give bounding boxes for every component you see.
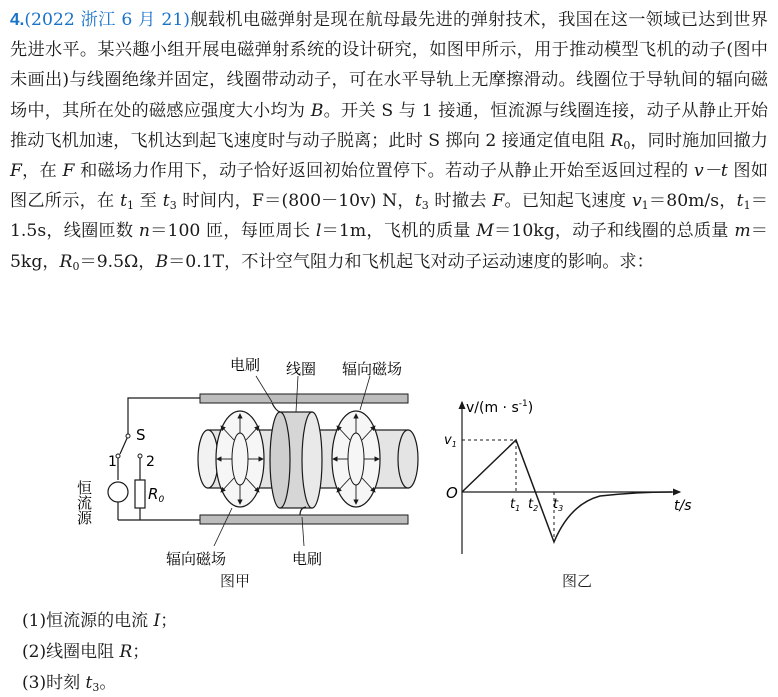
var-t1: t xyxy=(736,191,744,212)
magnet-end-left xyxy=(198,430,218,488)
leader-field-bottom xyxy=(214,508,232,546)
label-source: 恒流源 xyxy=(75,480,93,525)
text-seg: ＝9.5Ω， xyxy=(79,251,156,272)
switch-contact-2 xyxy=(138,454,142,458)
figure-a-diagram xyxy=(75,352,440,592)
t2-tick-label: $t_2$ xyxy=(528,497,539,513)
label-resistor: $R_0$ xyxy=(148,485,165,505)
coil-front xyxy=(302,412,322,508)
switch-pivot xyxy=(126,434,130,438)
current-source-symbol xyxy=(108,482,128,502)
resistor-r0 xyxy=(135,480,145,508)
text-seg: ＝1m，飞机的质量 xyxy=(321,221,477,242)
var-vt: v－t xyxy=(693,161,728,182)
figure-b-vt-graph xyxy=(440,396,710,586)
text-seg: ＝0.1T，不计空气阻力和飞机起飞对动子运动速度的影响。求： xyxy=(168,251,654,272)
var-t3: t xyxy=(162,191,170,212)
sub: 1 xyxy=(743,199,751,213)
text-seg: ，在 xyxy=(21,161,63,182)
label-field-bottom: 辐向磁场 xyxy=(166,550,227,568)
text-seg: 时撤去 xyxy=(428,191,493,212)
caption-fig-b: 图乙 xyxy=(562,572,593,590)
text-seg: 和磁场力作用下，动子恰好返回初始位置停下。若动子从静止开始至返回过程的 xyxy=(74,161,694,182)
origin-label: O xyxy=(446,484,458,502)
x-axis-label: t/s xyxy=(674,498,692,514)
text-seg: 。已知起飞速度 xyxy=(504,191,632,212)
text-seg: 时间内， xyxy=(176,191,252,212)
var-F: F xyxy=(492,191,505,212)
var-v1: v xyxy=(631,191,642,212)
caption-fig-a: 图甲 xyxy=(220,572,251,590)
leader-field-top xyxy=(360,376,370,410)
label-contact-2: 2 xyxy=(146,454,155,470)
sub: 0 xyxy=(623,138,631,152)
var-l: l xyxy=(315,221,322,242)
label-brush-bottom: 电刷 xyxy=(292,550,323,568)
text-seg: ＝100 匝，每匝周长 xyxy=(149,221,316,242)
brush-top xyxy=(272,403,280,412)
var-F: F xyxy=(62,161,75,182)
text-seg: ＝10kg，动子和线圈的总质量 xyxy=(493,221,735,242)
text-seg: 图如图乙所示，在 xyxy=(10,161,768,212)
problem-source: (2022 浙江 6 月 21) xyxy=(24,10,191,30)
var-B: B xyxy=(155,251,169,272)
problem-number: 4. xyxy=(10,9,25,29)
var-B: B xyxy=(310,100,324,121)
var-t3: t xyxy=(414,191,422,212)
switch-blade xyxy=(120,436,128,454)
label-switch: S xyxy=(136,426,146,444)
question-1: (1)恒流源的电流 I； xyxy=(22,611,178,631)
text-seg: ＝1.5s，线圈匝数 xyxy=(10,191,768,242)
var-R0: R xyxy=(610,130,624,151)
question-2: (2)线圈电阻 R； xyxy=(22,642,150,662)
var-n: n xyxy=(138,221,150,242)
y-axis-label: $v/(m \cdot s^{-1})$ xyxy=(466,399,534,416)
label-contact-1: 1 xyxy=(108,454,117,470)
t3-tick-label: $t_3$ xyxy=(553,497,564,513)
sub: 1 xyxy=(641,199,649,213)
var-F: F xyxy=(10,161,22,182)
label-brush-top: 电刷 xyxy=(230,356,261,374)
coil-back xyxy=(270,412,290,508)
text-seg: ＝5kg， xyxy=(10,221,768,272)
t1-tick-label: $t_1$ xyxy=(510,497,521,513)
var-R0: R xyxy=(59,251,73,272)
label-field-top: 辐向磁场 xyxy=(342,360,403,378)
text-seg: 舰载机电磁弹射是现在航母最先进的弹射技术，我国在这一领域已达到世界先进水平。某兴趣小组开展电磁弹射系统的设计研究，如图甲所示，用于推动模型飞机的动子(图中未画出)与线圈绝缘并固定，线圈带动动子，可在水平导轨上无摩擦滑动。线圈位于导轨间的辐向磁场中，其所在处的磁感应强度大小均为 xyxy=(10,10,768,121)
problem-text xyxy=(10,4,768,277)
force-expression: F＝(800－10v) N， xyxy=(251,191,415,212)
text-seg: 。开关 S 与 1 接通，恒流源与线圈连接，动子从静止开始推动飞机加速，飞机达到起飞速度时与动子脱离；此时 S 掷向 2 接通定值电阻 xyxy=(10,100,768,151)
sub: 3 xyxy=(421,199,429,213)
text-seg: 至 xyxy=(134,191,163,212)
sub: 3 xyxy=(169,199,177,213)
vt-curve xyxy=(462,440,672,542)
v1-tick-label: $v_1$ xyxy=(444,433,457,449)
text-seg: ＝80m/s， xyxy=(648,191,737,212)
sub: 0 xyxy=(72,259,80,273)
label-coil: 线圈 xyxy=(286,360,317,378)
sub: 1 xyxy=(127,199,134,213)
magnet-end-right xyxy=(398,430,418,488)
circuit-wire-bottom xyxy=(118,508,200,520)
var-m: m xyxy=(734,221,751,242)
top-rail xyxy=(200,394,408,403)
bottom-rail xyxy=(200,515,408,524)
text-seg: ，同时施加回撤力 xyxy=(630,130,768,151)
question-3: (3)时刻 $t_3$。 xyxy=(22,673,117,694)
var-t1: t xyxy=(120,191,127,212)
var-M: M xyxy=(476,221,494,242)
